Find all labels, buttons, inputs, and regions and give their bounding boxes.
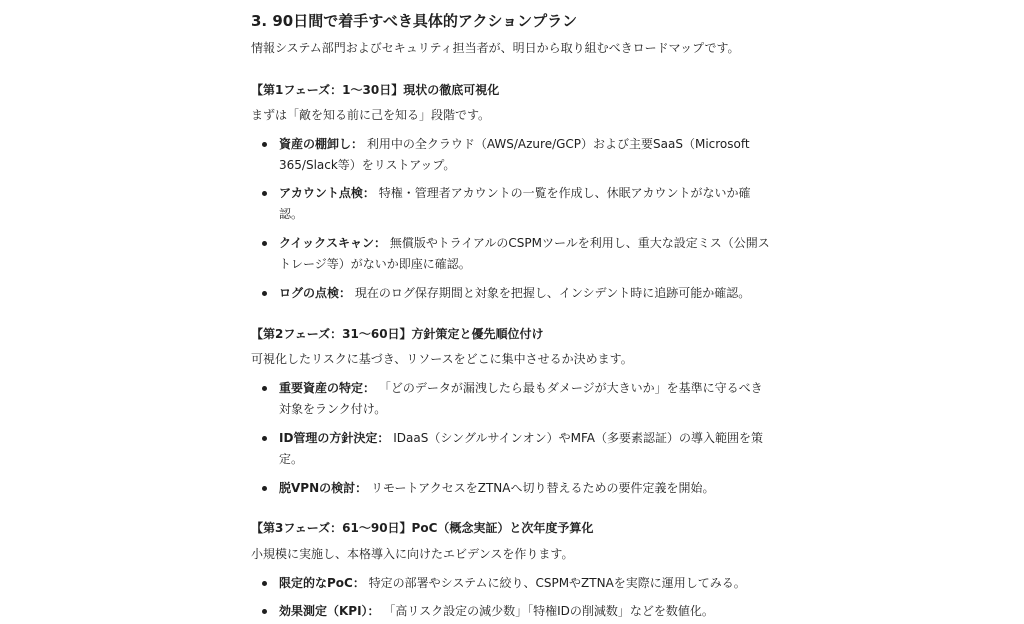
section-intro: 情報システム部門およびセキュリティ担当者が、明日から取り組むべきロードマップです。 bbox=[251, 41, 740, 55]
bullet-dot bbox=[262, 609, 267, 614]
list-item-term: 効果測定（KPI）： bbox=[279, 604, 380, 618]
phase-3-intro: 小規模に実施し、本格導入に向けたエビデンスを作ります。 bbox=[251, 547, 574, 561]
phase-1-intro: まずは「敵を知る前に己を知る」段階です。 bbox=[251, 108, 491, 122]
list-item bbox=[279, 378, 777, 420]
list-item-line-1 bbox=[279, 283, 777, 304]
list-item-line-1 bbox=[279, 428, 777, 449]
list-item-term: 限定的なPoC： bbox=[279, 576, 365, 590]
list-item-term: ログの点検： bbox=[279, 286, 352, 300]
bullet-dot bbox=[262, 191, 267, 196]
list-item-text: 「高リスク設定の減少数」「特権IDの削減数」などを数値化。 bbox=[379, 604, 714, 618]
list-item-line-1 bbox=[279, 183, 777, 204]
list-item-line-2: 定。 bbox=[279, 452, 304, 466]
phase-1-heading: 【第1フェーズ：1〜30日】現状の徹底可視化 bbox=[251, 83, 500, 97]
list-item bbox=[279, 573, 777, 594]
list-item-text: 特権・管理者アカウントの一覧を作成し、休眠アカウントがないか確 bbox=[374, 186, 751, 200]
list-item-text: IDaaS（シングルサインオン）やMFA（多要素認証）の導入範囲を策 bbox=[389, 431, 763, 445]
bullet-dot bbox=[262, 581, 267, 586]
list-item-term: 資産の棚卸し： bbox=[279, 137, 364, 151]
list-item bbox=[279, 134, 777, 176]
list-item-line-1 bbox=[279, 478, 777, 499]
list-item-line-1 bbox=[279, 378, 777, 399]
list-item-term: 脱VPNの検討： bbox=[279, 481, 368, 495]
list-item-text: 無償版やトライアルのCSPMツールを利用し、重大な設定ミス（公開ス bbox=[386, 236, 770, 250]
bullet-dot bbox=[262, 291, 267, 296]
list-item-line-2: 対象をランク付け。 bbox=[279, 402, 387, 416]
list-item-term: ID管理の方針決定： bbox=[279, 431, 390, 445]
list-item-line-2: トレージ等）がないか即座に確認。 bbox=[279, 257, 471, 271]
list-item-line-1 bbox=[279, 134, 777, 155]
list-item-text: 「どのデータが漏洩したら最もダメージが大きいか」を基準に守るべき bbox=[375, 381, 763, 395]
list-item-line-2: 認。 bbox=[279, 207, 304, 221]
list-item-line-1 bbox=[279, 573, 777, 594]
bullet-dot bbox=[262, 386, 267, 391]
list-item-text: リモートアクセスをZTNAへ切り替えるための要件定義を開始。 bbox=[367, 481, 715, 495]
bullet-dot bbox=[262, 142, 267, 147]
list-item bbox=[279, 233, 777, 275]
list-item-text: 利用中の全クラウド（AWS/Azure/GCP）および主要SaaS（Microsoft bbox=[363, 137, 750, 151]
bullet-dot bbox=[262, 436, 267, 441]
list-item-term: 重要資産の特定： bbox=[279, 381, 376, 395]
list-item-term: クイックスキャン： bbox=[279, 236, 387, 250]
list-item bbox=[279, 601, 777, 622]
list-item bbox=[279, 283, 777, 304]
phase-2-intro: 可視化したリスクに基づき、リソースをどこに集中させるか決めます。 bbox=[251, 352, 633, 366]
list-item-line-2: 365/Slack等）をリストアップ。 bbox=[279, 158, 456, 172]
bullet-dot bbox=[262, 486, 267, 491]
list-item-term: アカウント点検： bbox=[279, 186, 375, 200]
bullet-dot bbox=[262, 241, 267, 246]
list-item-text: 特定の部署やシステムに絞り、CSPMやZTNAを実際に運用してみる。 bbox=[364, 576, 746, 590]
phase-3-heading: 【第3フェーズ：61〜90日】PoC（概念実証）と次年度予算化 bbox=[251, 521, 594, 535]
section-title: 3. 90日間で着手すべき具体的アクションプラン bbox=[251, 12, 578, 30]
list-item-text: 現在のログ保存期間と対象を把握し、インシデント時に追跡可能か確認。 bbox=[351, 286, 751, 300]
phase-2-heading: 【第2フェーズ：31〜60日】方針策定と優先順位付け bbox=[251, 327, 544, 341]
list-item bbox=[279, 478, 777, 499]
list-item bbox=[279, 428, 777, 470]
list-item bbox=[279, 183, 777, 225]
list-item-line-1 bbox=[279, 233, 777, 254]
list-item-line-1 bbox=[279, 601, 777, 622]
